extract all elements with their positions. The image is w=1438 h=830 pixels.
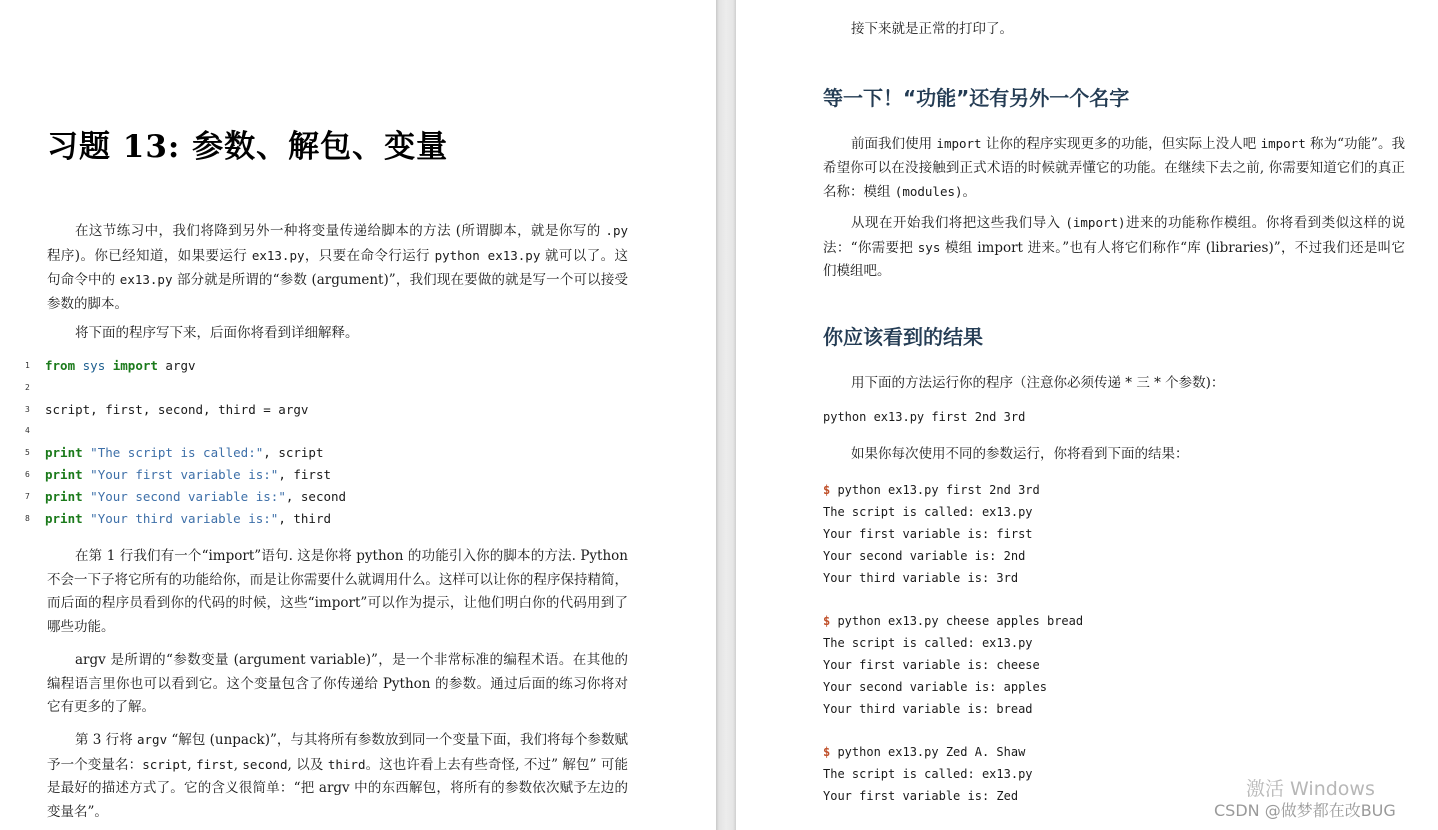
modules-segment: import xyxy=(936,136,982,151)
intro-segment: ex13.py xyxy=(251,247,305,263)
terminal-command xyxy=(823,479,1040,501)
code-token: script, first, second, third = argv xyxy=(45,401,309,417)
page-gutter xyxy=(716,0,736,830)
intro-segment: 就可以了。这句命令中的 xyxy=(47,247,628,288)
prompt-symbol: $ xyxy=(823,745,831,759)
code-line xyxy=(0,355,196,377)
code-token: "Your second variable is:" xyxy=(90,488,286,504)
code-token: , third xyxy=(278,510,332,526)
terminal-output-line: The script is called: ex13.py xyxy=(823,636,1033,650)
terminal-command xyxy=(823,741,1025,763)
code-line xyxy=(0,508,331,530)
modules-segment: 称为“功能”。我希望你可以在没接触到正式术语的时候就弄懂它的功能。在继续下去之前, 你需要知道它们的真正名称：模组 xyxy=(823,136,1405,200)
line-number: 1 xyxy=(25,361,30,370)
line-number: 8 xyxy=(25,513,30,523)
run-command: python ex13.py first 2nd 3rd xyxy=(823,410,1026,424)
prompt-symbol: $ xyxy=(823,483,831,497)
code-token: print xyxy=(45,488,83,504)
windows-activation-watermark: 激活 Windows xyxy=(1246,778,1375,800)
code-token: , first xyxy=(278,467,332,482)
modules-segment: 让你的程序实现更多的功能，但实际上没人吧 xyxy=(981,136,1261,152)
code-token: "Your first variable is:" xyxy=(90,467,279,482)
intro-segment: 部分就是所谓的“参数 (argument)”，我们现在要做的就是写一个可以接受参数的脚本。 xyxy=(47,272,628,312)
command-text: python ex13.py first 2nd 3rd xyxy=(830,483,1040,497)
code-line xyxy=(0,420,45,442)
code-token: , script xyxy=(263,445,324,461)
section-title-results: 你应该看到的结果 xyxy=(823,325,983,349)
terminal-output-line: Your second variable is: apples xyxy=(823,680,1047,694)
code-token: , second xyxy=(285,488,347,504)
intro-segment: 在这节练习中，我们将降到另外一种将变量传递给脚本的方法 (所谓脚本，就是你写的 xyxy=(75,223,606,239)
unpack-segment: , 以及 xyxy=(287,756,328,773)
intro-segment: .py xyxy=(605,223,628,238)
code-token: sys xyxy=(82,358,106,373)
line-number: 5 xyxy=(25,448,30,458)
import-modules-segment: (import) xyxy=(1065,215,1126,230)
code-listing xyxy=(0,355,716,531)
terminal-output-line: Your first variable is: Zed xyxy=(823,789,1019,803)
terminal-output-line: Your first variable is: cheese xyxy=(823,658,1040,672)
modules-segment: 。 xyxy=(962,184,977,200)
unpack-segment: 。这也许看上去有些奇怪, 不过” 解包” 可能是最好的描述方式了。它的含义很简单：“把 argv 中的东西解包，将所有的参数依次赋予左边的变量名”。 xyxy=(47,756,628,820)
import-modules-segment: 进来的功能称作模组。你将看到类似这样的说法：“你需要把 xyxy=(823,215,1405,256)
command-text: python ex13.py Zed A. Shaw xyxy=(830,745,1026,759)
command-text: python ex13.py cheese apples bread xyxy=(830,614,1084,628)
prompt-symbol: $ xyxy=(823,614,831,628)
code-line xyxy=(0,464,331,486)
unpack-segment: script xyxy=(142,756,188,772)
section-title-modules: 等一下！“功能”还有另外一个名字 xyxy=(823,86,1130,110)
intro-segment: python ex13.py xyxy=(434,247,541,263)
import-modules-segment: sys xyxy=(917,239,941,255)
run-instruction: 用下面的方法运行你的程序（注意你必须传递 * 三 * 个参数)： xyxy=(851,375,1225,391)
code-line xyxy=(0,399,308,421)
code-token: print xyxy=(45,445,83,461)
terminal-output-line: Your third variable is: 3rd xyxy=(823,571,1019,585)
import-modules-paragraph xyxy=(823,211,1405,284)
modules-segment: (modules) xyxy=(894,184,963,199)
code-token xyxy=(75,358,83,373)
unpack-paragraph xyxy=(47,728,628,824)
terminal-output-line: Your third variable is: bread xyxy=(823,702,1033,716)
terminal-output-line: Your second variable is: 2nd xyxy=(823,549,1026,563)
unpack-segment: third xyxy=(327,756,366,772)
import-modules-segment: 模组 import 进来。”也有人将它们称作“库 (libraries)”，不过我们还是叫它们模组吧。 xyxy=(823,239,1406,279)
unpack-segment: 第 3 行将 xyxy=(75,732,137,748)
unpack-segment: , xyxy=(187,756,197,773)
code-token: "Your third variable is:" xyxy=(90,510,279,526)
intro-segment: ，只要在命令行运行 xyxy=(304,247,435,264)
line-number: 3 xyxy=(25,404,30,414)
chapter-title: 习题 13: 参数、解包、变量 xyxy=(47,129,449,165)
unpack-segment: “解包 (unpack)”，与其将所有参数放到同一个变量下面，我们将每个参数赋予一个变量名： xyxy=(47,732,628,773)
code-line xyxy=(0,377,45,399)
code-token: import xyxy=(112,358,158,373)
code-token xyxy=(105,358,113,373)
line-number: 2 xyxy=(25,382,30,392)
intro-paragraph xyxy=(47,219,628,316)
terminal-output-line: The script is called: ex13.py xyxy=(823,505,1033,519)
terminal-output-line: Your first variable is: first xyxy=(823,527,1033,541)
lead-paragraph: 将下面的程序写下来，后面你将看到详细解释。 xyxy=(75,325,359,341)
intro-segment: ex13.py xyxy=(119,272,173,287)
import-paragraph: 在第 1 行我们有一个“import”语句. 这是你将 python 的功能引入你的脚本的方法. Python 不会一下子将它所有的功能给你，而是让你需要什么就调用什么。这样可以让你的程序保持精简，而后面的程序员看到你的代码的时候，这些“import”可以作为提示，让他们明白你的代码用到了哪些功能。 xyxy=(47,548,628,635)
line-number: 6 xyxy=(25,470,30,479)
modules-paragraph xyxy=(823,132,1405,205)
unpack-segment: first xyxy=(196,756,234,772)
terminal-output-line: The script is called: ex13.py xyxy=(823,767,1033,781)
import-modules-segment: 从现在开始我们将把这些我们导入 xyxy=(851,215,1066,231)
line-number: 4 xyxy=(25,426,30,436)
code-token: print xyxy=(45,510,83,526)
code-token: print xyxy=(45,467,83,482)
unpack-segment: , xyxy=(233,756,243,773)
unpack-segment: argv xyxy=(137,732,168,747)
code-line xyxy=(0,442,323,464)
print-note: 接下来就是正常的打印了。 xyxy=(851,21,1013,37)
code-token: argv xyxy=(157,358,196,373)
code-token: "The script is called:" xyxy=(90,445,264,461)
modules-segment: 前面我们使用 xyxy=(851,136,937,152)
code-token: from xyxy=(45,358,76,373)
results-intro: 如果你每次使用不同的参数运行，你将看到下面的结果： xyxy=(851,446,1189,462)
csdn-watermark: CSDN @做梦都在改BUG xyxy=(1214,801,1396,820)
unpack-segment: second xyxy=(242,756,288,772)
intro-segment: 程序)。你已经知道，如果要运行 xyxy=(47,247,252,264)
line-number: 7 xyxy=(25,491,30,501)
argv-paragraph: argv 是所谓的“参数变量 (argument variable)”，是一个非常标准的编程术语。在其他的编程语言里你也可以看到它。这个变量包含了你传递给 Python 的参数。通过后面的练习你将对它有更多的了解。 xyxy=(47,652,628,715)
terminal-command xyxy=(823,610,1083,632)
code-line xyxy=(0,486,346,508)
modules-segment: import xyxy=(1260,136,1306,151)
